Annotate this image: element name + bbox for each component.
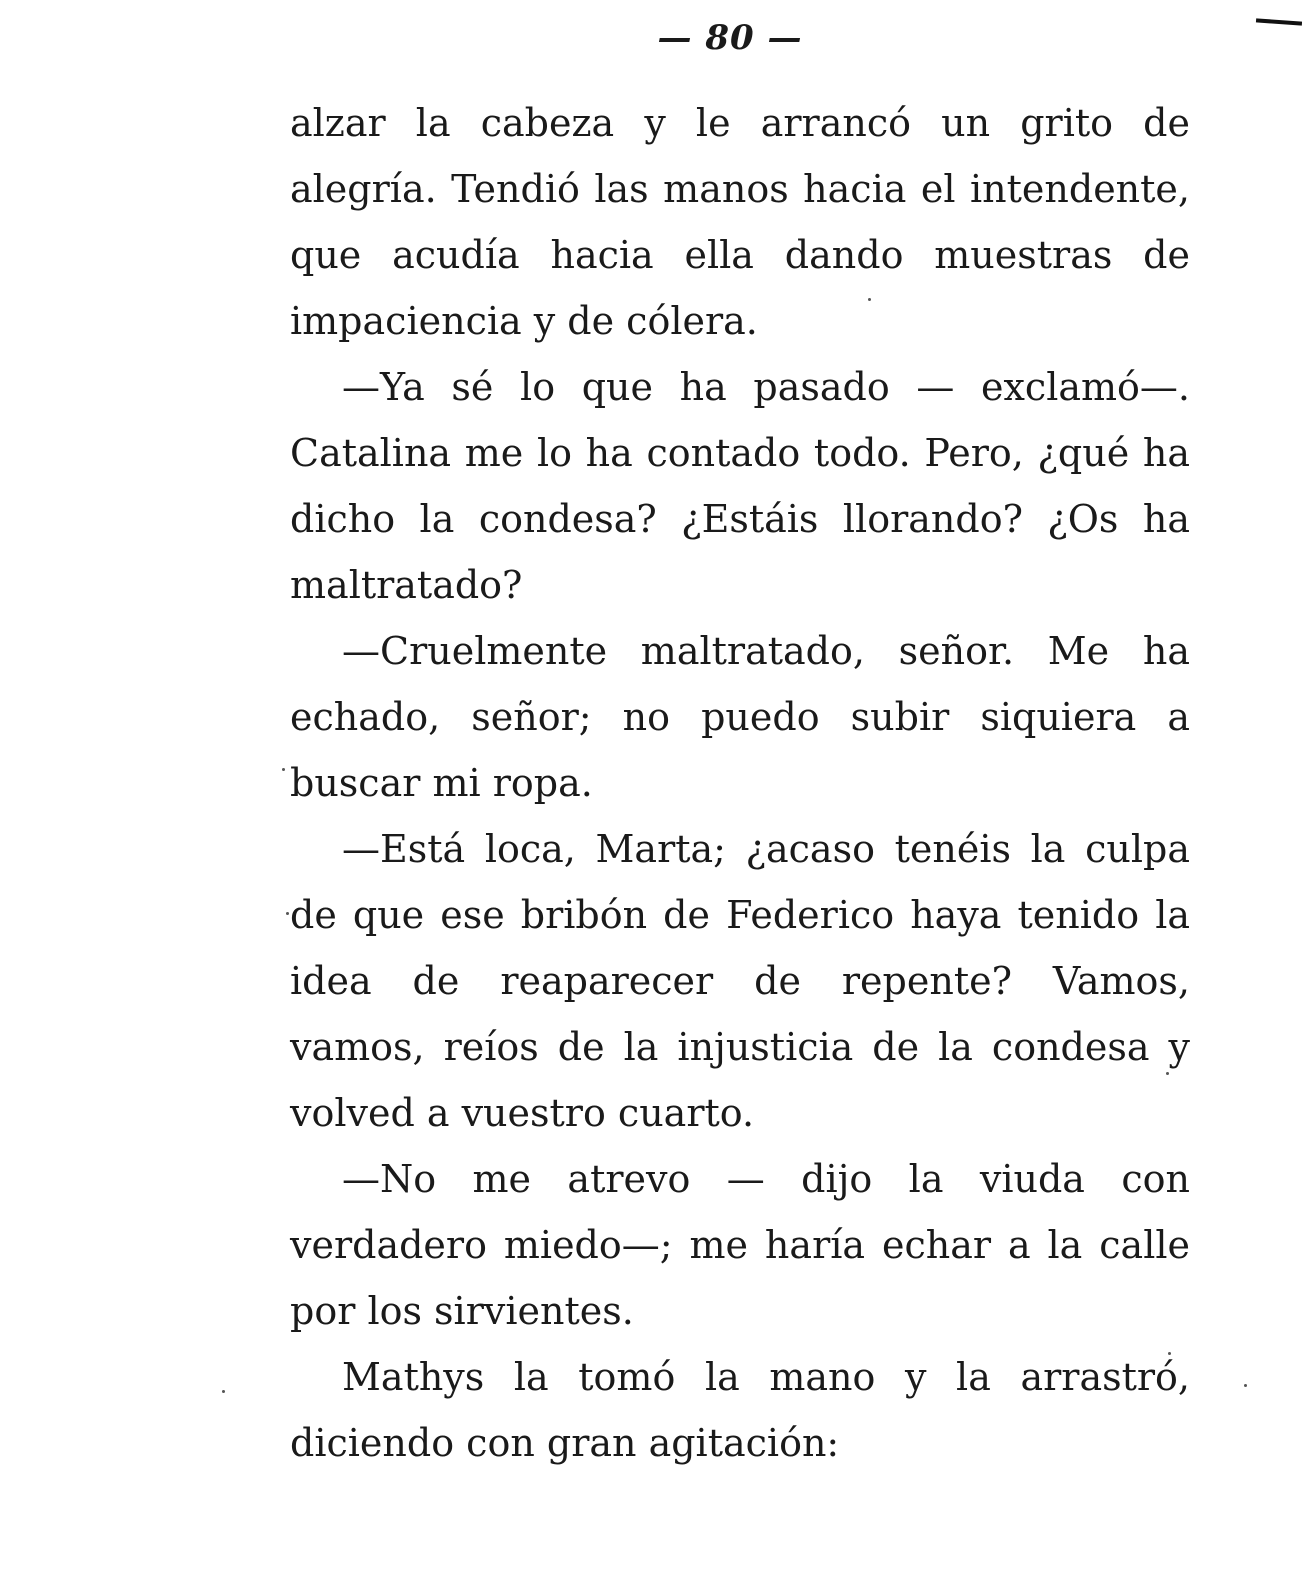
scan-speck: [1168, 1352, 1171, 1355]
page-number: — 80 —: [657, 18, 803, 58]
paragraph-6: Mathys la tomó la mano y la arrastró, diciendo con gran agitación:: [290, 1355, 1190, 1465]
scan-speck: [868, 298, 871, 301]
paragraph-1: alzar la cabeza y le arrancó un grito de alegría. Tendió las manos hacia el intendente, que acudía hacia ella dando muestras de impaciencia y de cólera.: [290, 101, 1190, 343]
scan-speck: [286, 912, 289, 915]
paragraph-3: —Cruelmente maltratado, señor. Me ha echado, señor; no puedo subir siquiera a buscar mi ropa.: [290, 629, 1190, 805]
paragraph-5: —No me atrevo — dijo la viuda con verdadero miedo—; me haría echar a la calle por los sirvientes.: [290, 1157, 1190, 1333]
paragraph-4: —Está loca, Marta; ¿acaso tenéis la culpa de que ese bribón de Federico haya tenido la idea de reaparecer de repente? Vamos, vamos, reíos de la injusticia de la condesa y volved a vuestro cuarto.: [290, 827, 1190, 1135]
scan-speck: [282, 768, 285, 771]
scan-speck: [1244, 1384, 1247, 1387]
scan-speck: [1166, 1072, 1169, 1075]
body-text: [290, 90, 1190, 1476]
paragraph-2: —Ya sé lo que ha pasado — exclamó—. Catalina me lo ha contado todo. Pero, ¿qué ha dicho la condesa? ¿Estáis llorando? ¿Os ha maltratado?: [290, 365, 1190, 607]
scan-speck: [222, 1390, 225, 1393]
